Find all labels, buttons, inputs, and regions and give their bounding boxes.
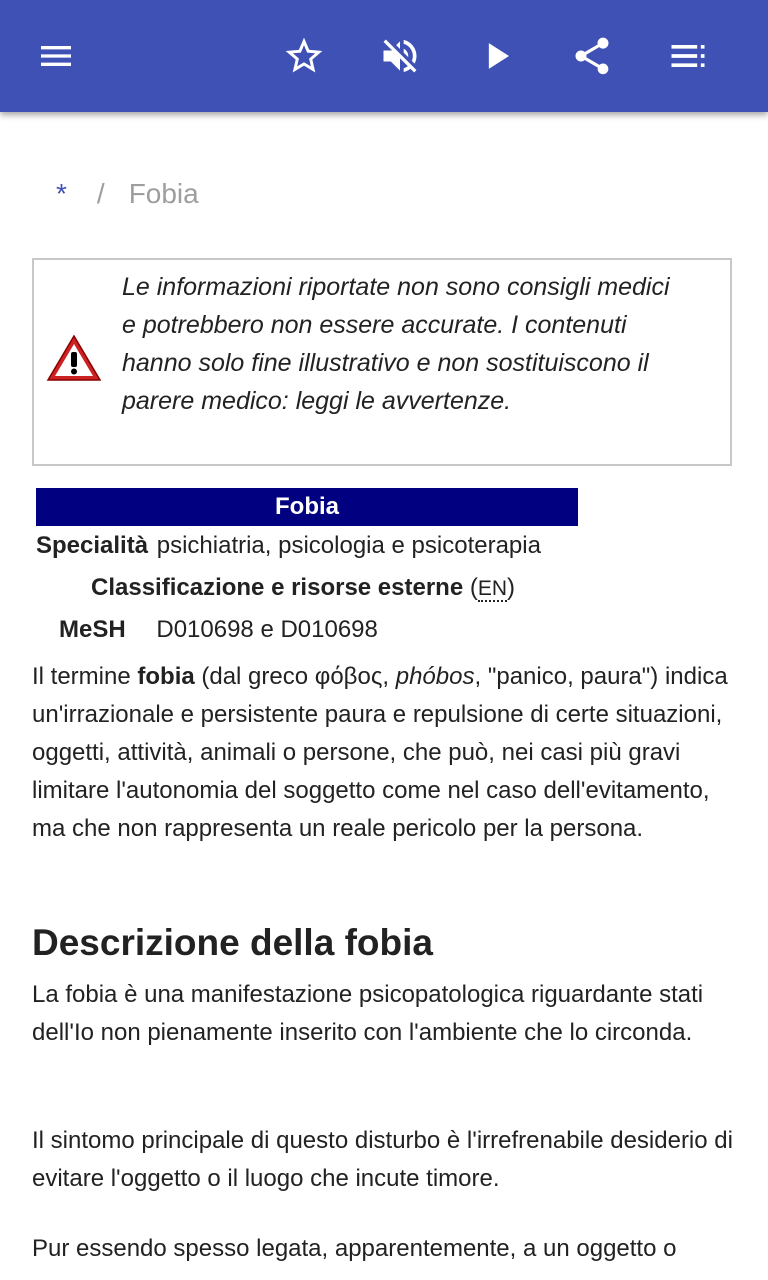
star-outline-icon [282, 34, 326, 78]
intro-transliteration: phóbos [395, 663, 475, 690]
hamburger-menu-icon [36, 36, 76, 76]
disclaimer-message: Le informazioni riportate non sono consigli medici e potrebbero non essere accurate. I contenuti hanno solo fine illustrativo e non sostituiscono il parere medico: leggi le avvertenze. [122, 273, 670, 415]
menu-button[interactable] [24, 24, 88, 88]
play-icon [476, 34, 520, 78]
intro-text-start: Il termine [32, 663, 138, 690]
favorite-button[interactable] [272, 24, 336, 88]
mesh-label: MeSH [59, 616, 126, 643]
specialty-value: psichiatria, psicologia e psicoterapia [156, 532, 541, 559]
section-heading: Descrizione della fobia [32, 922, 433, 963]
section-paragraph-3: Pur essendo spesso legata, apparentemente, a un oggetto o [32, 1235, 677, 1262]
article-intro [32, 658, 736, 848]
classification-label: Classificazione e risorse esterne [91, 574, 464, 601]
medical-disclaimer-box [32, 258, 732, 466]
section-paragraph-1: La fobia è una manifestazione psicopatologica riguardante stati dell'Io non pienamente inserito con l'ambiente che lo circonda. [32, 981, 704, 1046]
volume-off-icon [378, 34, 422, 78]
app-bar [0, 0, 768, 112]
breadcrumb [56, 178, 199, 210]
intro-term: fobia [137, 663, 195, 690]
infobox-title: Fobia [36, 488, 578, 526]
share-icon [570, 34, 614, 78]
infobox-specialty-row [36, 532, 541, 560]
mesh-value: D010698 e D010698 [156, 616, 378, 643]
classification-paren-close: ) [507, 574, 516, 601]
specialty-label: Specialità [36, 532, 149, 559]
mute-button[interactable] [368, 24, 432, 88]
table-of-contents-button[interactable] [656, 24, 720, 88]
infobox-classification-row [91, 574, 515, 602]
intro-text-end: , "panico, paura") indica un'irrazionale e persistente paura e repulsione di certe situazioni, oggetti, attività, animali o persone, che può, nei casi più gravi limitare l'autonomia del soggetto come nel caso dell'evitamento, ma che non rappresenta un reale pericolo per la persona. [32, 663, 728, 842]
play-button[interactable] [466, 24, 530, 88]
playlist-icon [666, 34, 710, 78]
breadcrumb-current: Fobia [128, 178, 199, 209]
intro-paragraph [32, 658, 736, 848]
warning-triangle-icon [46, 334, 102, 382]
infobox-mesh-row [59, 616, 378, 644]
classification-language-link[interactable]: EN [477, 577, 508, 600]
section-paragraph-2: Il sintomo principale di questo disturbo è l'irrefrenabile desiderio di evitare l'oggetto o il luogo che incute timore. [32, 1127, 733, 1192]
classification-paren-open: ( [469, 574, 478, 601]
disclaimer-text [122, 268, 682, 420]
breadcrumb-home-link[interactable]: * [56, 178, 67, 209]
breadcrumb-separator: / [96, 178, 105, 209]
infobox [36, 488, 578, 526]
share-button[interactable] [560, 24, 624, 88]
intro-text-mid: (dal greco φόβος, [194, 663, 396, 690]
